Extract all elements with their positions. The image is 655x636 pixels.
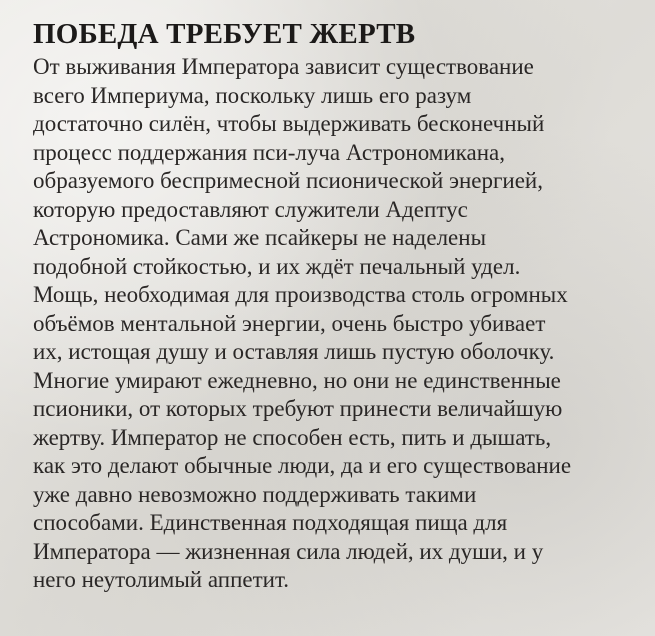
document-title: ПОБЕДА ТРЕБУЕТ ЖЕРТВ <box>33 18 416 50</box>
body-line: как это делают обычные люди, да и его существование <box>33 453 572 478</box>
body-line: способами. Единственная подходящая пища для <box>33 510 508 535</box>
body-line: него неутолимый аппетит. <box>33 567 290 592</box>
body-line: Астрономика. Сами же псайкеры не наделены <box>33 225 487 250</box>
body-line: объёмов ментальной энергии, очень быстро убивает <box>33 310 546 336</box>
body-line: жертву. Император не способен есть, пить и дышать, <box>33 424 552 450</box>
body-line: уже давно невозможно поддерживать такими <box>33 481 477 507</box>
document-body <box>33 53 635 595</box>
body-line: От выживания Императора зависит существование <box>33 54 534 79</box>
body-line: Императора — жизненная сила людей, их души, и у <box>33 538 544 564</box>
body-line: которую предоставляют служители Адептус <box>33 196 468 222</box>
body-line: процесс поддержания пси-луча Астрономикана, <box>33 139 505 165</box>
body-line: подобной стойкостью, и их ждёт печальный удел. <box>33 253 521 279</box>
body-line: Мощь, необходимая для производства столь огромных <box>33 282 568 307</box>
body-line: образуемого беспримесной псионической энергией, <box>33 168 543 193</box>
body-line: достаточно силён, чтобы выдерживать бесконечный <box>33 111 545 136</box>
body-line: всего Империума, поскольку лишь его разум <box>33 82 472 108</box>
body-line: псионики, от которых требуют принести величайшую <box>33 396 563 421</box>
body-line: Многие умирают ежедневно, но они не единственные <box>33 367 561 393</box>
body-line: их, истощая душу и оставляя лишь пустую оболочку. <box>33 339 555 364</box>
